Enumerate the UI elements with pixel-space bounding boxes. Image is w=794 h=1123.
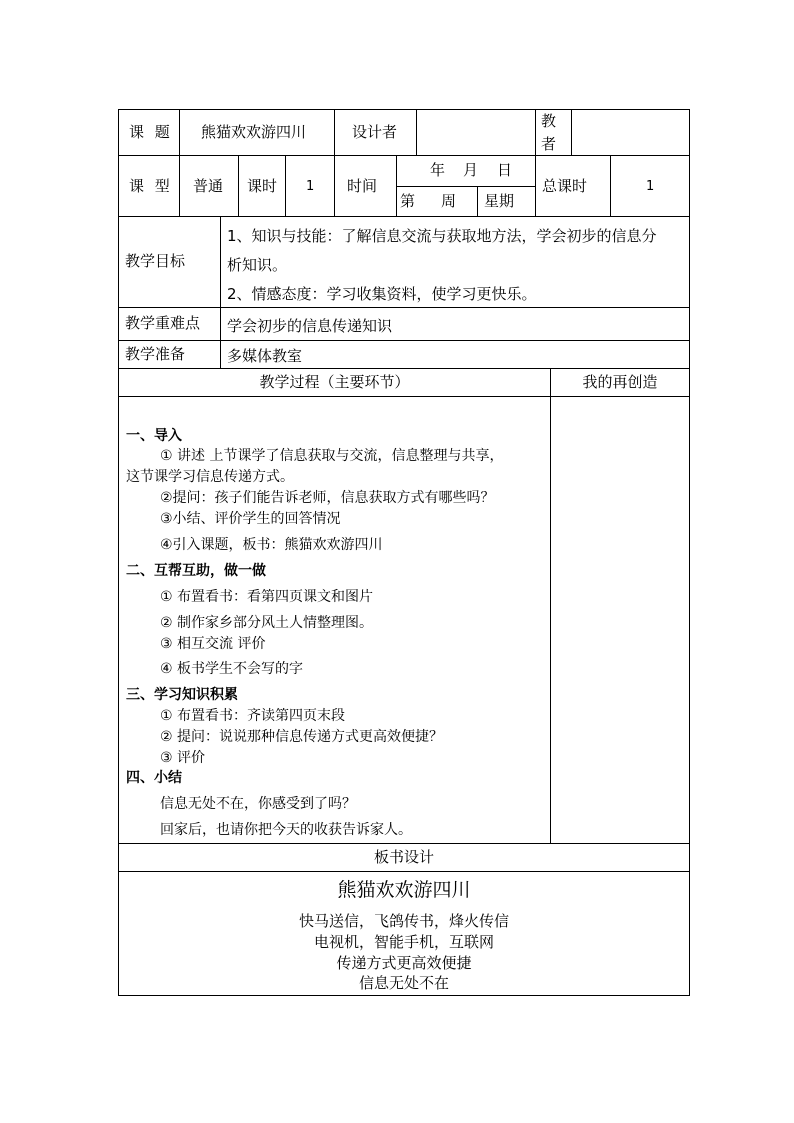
table-border <box>118 109 690 110</box>
table-border <box>118 368 690 369</box>
hours-value: 1 <box>306 179 315 194</box>
topic-label: 课 题 <box>129 123 173 141</box>
section-2-title: 二、互帮互助，做一做 <box>126 563 266 579</box>
date-year: 年 <box>430 161 446 179</box>
board-line-2: 电视机，智能手机，互联网 <box>313 933 494 951</box>
section-1-line-2: 这节课学习信息传递方式。 <box>126 469 294 485</box>
section-1-line-1: ① 讲述 上节课学了信息获取与交流，信息整理与共享， <box>160 448 504 464</box>
board-line-3: 传递方式更高效便捷 <box>336 954 472 972</box>
topic-value: 熊猫欢欢游四川 <box>201 123 307 141</box>
table-border <box>610 155 611 216</box>
section-3-line-2: ② 提问：说说那种信息传递方式更高效便捷？ <box>160 729 443 745</box>
section-1-line-5: ④引入课题，板书：熊猫欢欢游四川 <box>160 537 383 553</box>
section-4-line-2: 回家后，也请你把今天的收获告诉家人。 <box>160 822 412 838</box>
board-line-1: 快马送信，飞鸽传书，烽火传信 <box>298 912 509 930</box>
table-border <box>396 155 397 216</box>
board-title: 熊猫欢欢游四川 <box>337 879 471 901</box>
table-border <box>118 871 690 872</box>
objectives-label: 教学目标 <box>125 252 186 270</box>
time-label: 时间 <box>347 177 378 195</box>
table-border <box>334 109 335 216</box>
table-border <box>285 155 286 216</box>
section-2-line-2: ② 制作家乡部分风土人情整理图。 <box>160 615 374 631</box>
week-xingqi: 星期 <box>484 192 515 210</box>
type-label: 课 型 <box>129 177 173 195</box>
teacher-label-top: 教 <box>541 112 557 130</box>
section-4-title: 四、小结 <box>126 770 182 786</box>
section-4-line-1: 信息无处不在，你感受到了吗？ <box>160 796 356 812</box>
designer-label: 设计者 <box>352 123 398 141</box>
week-zhou: 周 <box>441 192 457 210</box>
section-2-line-4: ④ 板书学生不会写的字 <box>160 661 304 677</box>
section-1-title: 一、导入 <box>126 428 182 444</box>
table-border <box>118 396 690 397</box>
objectives-line-2: 析知识。 <box>227 256 288 274</box>
recreate-header: 我的再创造 <box>582 373 658 391</box>
key-points-label: 教学重难点 <box>125 314 201 332</box>
table-border <box>238 155 239 216</box>
table-border <box>118 995 690 996</box>
table-border <box>535 109 536 216</box>
preparation-label: 教学准备 <box>125 345 186 363</box>
table-border <box>220 216 221 368</box>
objectives-line-1: 1、知识与技能：了解信息交流与获取地方法，学会初步的信息分 <box>227 227 657 245</box>
table-border <box>571 109 572 155</box>
table-border <box>118 340 690 341</box>
section-2-line-3: ③ 相互交流 评价 <box>160 636 266 652</box>
key-points-value: 学会初步的信息传递知识 <box>227 317 393 335</box>
section-3-line-1: ① 布置看书：齐读第四页末段 <box>160 708 346 724</box>
date-month: 月 <box>463 161 479 179</box>
date-day: 日 <box>497 161 513 179</box>
table-border <box>118 307 690 308</box>
process-header: 教学过程（主要环节） <box>259 373 410 391</box>
table-border <box>689 109 690 996</box>
section-1-line-3: ②提问：孩子们能告诉老师，信息获取方式有哪些吗？ <box>160 490 495 506</box>
hours-label: 课时 <box>247 177 278 195</box>
table-border <box>118 843 690 844</box>
section-2-line-1: ① 布置看书：看第四页课文和图片 <box>160 589 374 605</box>
type-value: 普通 <box>193 177 224 195</box>
table-border <box>118 216 690 217</box>
table-border <box>550 368 551 843</box>
board-line-4: 信息无处不在 <box>358 974 449 992</box>
total-hours-value: 1 <box>646 179 655 194</box>
section-3-title: 三、学习知识积累 <box>126 687 238 703</box>
section-3-line-3: ③ 评价 <box>160 750 206 766</box>
table-border <box>477 186 478 216</box>
table-border <box>179 109 180 216</box>
week-di: 第 <box>400 192 416 210</box>
table-border <box>396 186 536 187</box>
section-1-line-4: ③小结、评价学生的回答情况 <box>160 511 341 527</box>
teacher-label-bottom: 者 <box>541 135 557 153</box>
objectives-line-3: 2、情感态度：学习收集资料，使学习更快乐。 <box>227 285 537 303</box>
table-border <box>118 155 690 156</box>
preparation-value: 多媒体教室 <box>227 347 303 365</box>
board-header: 板书设计 <box>373 848 434 866</box>
table-border <box>416 109 417 155</box>
total-hours-label: 总课时 <box>542 177 588 195</box>
